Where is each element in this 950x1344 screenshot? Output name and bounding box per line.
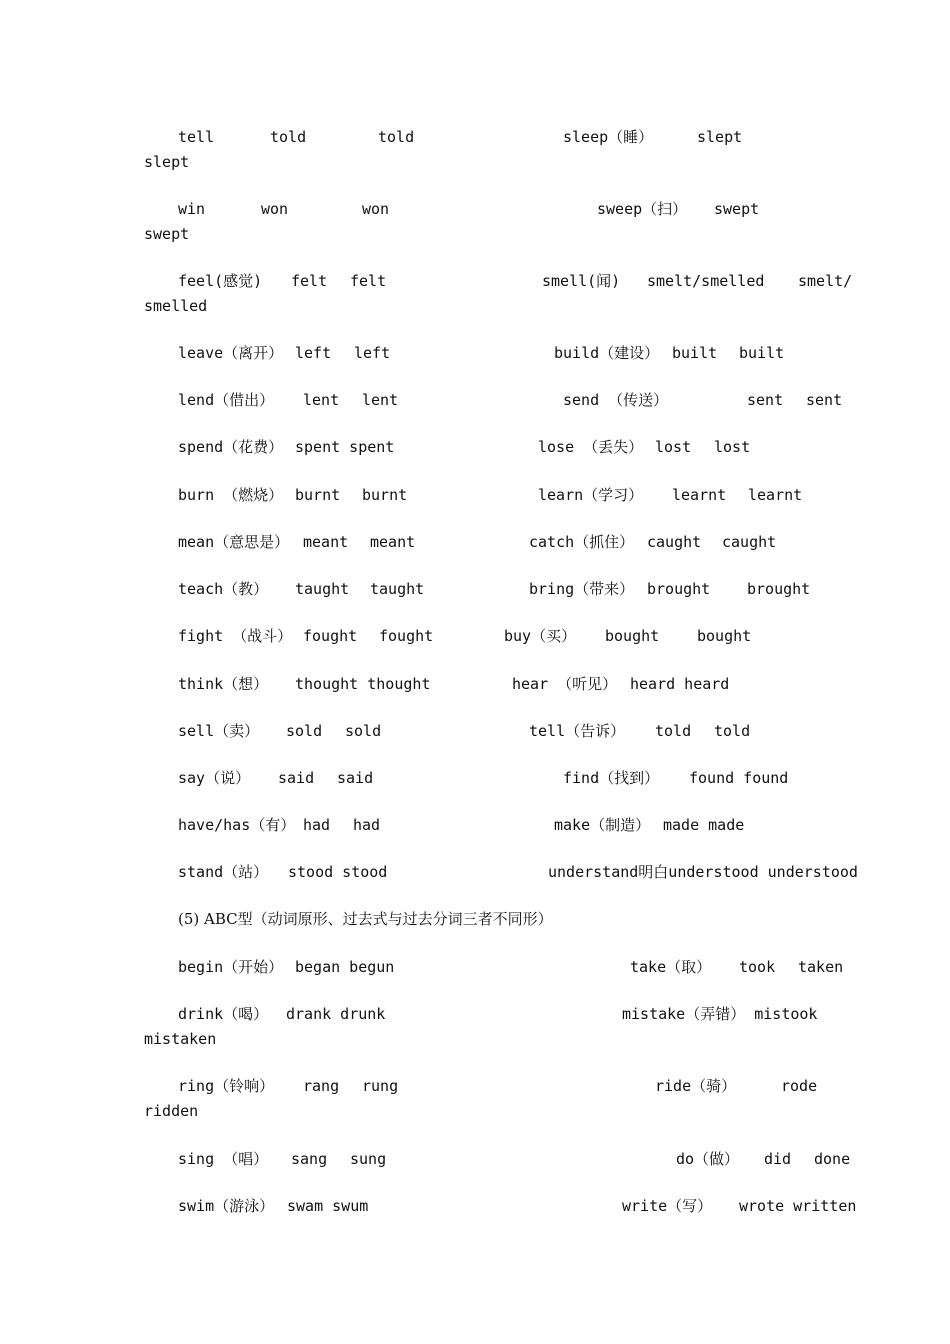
verb-participle: bought: [697, 627, 752, 645]
verb-base-past: mistake（弄错） mistook: [622, 1005, 818, 1023]
verb-base: sing （唱）: [178, 1150, 269, 1168]
verb-past: lent: [303, 391, 340, 409]
verb-past: sent: [747, 391, 784, 409]
verb-past: smelt/smelled: [647, 272, 765, 290]
verb-base: burn （燃烧）: [178, 486, 284, 504]
verb-participle: rung: [362, 1077, 399, 1095]
verb-past-participle: wrote written: [739, 1197, 857, 1215]
verb-base: write（写）: [622, 1197, 713, 1215]
verb-past: swept: [714, 200, 760, 218]
verb-participle: caught: [722, 533, 777, 551]
verb-participle: told: [714, 722, 751, 740]
verb-base: say（说）: [178, 769, 251, 787]
verb-participle: slept: [144, 153, 190, 171]
verb-base: lose （丢失）: [538, 438, 644, 456]
verb-base: sleep（睡）: [563, 128, 654, 146]
verb-past-participle: heard heard: [630, 675, 730, 693]
verb-participle: meant: [370, 533, 416, 551]
verb-participle: had: [353, 816, 381, 834]
section-heading: (5) ABC型（动词原形、过去式与过去分词三者不同形）: [178, 910, 553, 928]
verb-base: send （传送）: [563, 391, 669, 409]
verb-base: stand（站）: [178, 863, 269, 881]
verb-base: buy（买）: [504, 627, 577, 645]
verb-base: tell: [178, 128, 215, 146]
verb-base: win: [178, 200, 206, 218]
verb-past-participle: drank drunk: [286, 1005, 386, 1023]
verb-past: fought: [303, 627, 358, 645]
verb-participle: sung: [350, 1150, 387, 1168]
verb-base: teach（教）: [178, 580, 269, 598]
verb-base: begin（开始）: [178, 958, 284, 976]
verb-participle: taken: [798, 958, 844, 976]
verb-participle: learnt: [748, 486, 803, 504]
verb-past-participle: thought thought: [295, 675, 431, 693]
verb-past: brought: [647, 580, 711, 598]
verb-past: rode: [781, 1077, 818, 1095]
verb-past: sold: [286, 722, 323, 740]
verb-past-participle: spent spent: [295, 438, 395, 456]
verb-base: build（建设）: [554, 344, 660, 362]
verb-past: won: [261, 200, 289, 218]
verb-base: tell（告诉）: [529, 722, 626, 740]
verb-base: smell(闻): [542, 272, 621, 290]
verb-base: mean（意思是）: [178, 533, 290, 551]
verb-base: sell（卖）: [178, 722, 260, 740]
verb-base: learn（学习）: [538, 486, 644, 504]
verb-base: feel(感觉): [178, 272, 263, 290]
verb-base: ring（铃响）: [178, 1077, 275, 1095]
verb-participle: won: [362, 200, 390, 218]
verb-base: drink（喝）: [178, 1005, 269, 1023]
verb-past: felt: [291, 272, 328, 290]
verb-past: meant: [303, 533, 349, 551]
verb-participle: sold: [345, 722, 382, 740]
verb-past: rang: [303, 1077, 340, 1095]
verb-past: bought: [605, 627, 660, 645]
verb-base: spend（花费）: [178, 438, 284, 456]
verb-participle: said: [337, 769, 374, 787]
verb-base: do（做）: [676, 1150, 740, 1168]
verb-base: ride（骑）: [655, 1077, 737, 1095]
verb-base: fight （战斗）: [178, 627, 293, 645]
verb-past: lost: [655, 438, 692, 456]
verb-past: learnt: [672, 486, 727, 504]
verb-participle: smelt/: [798, 272, 853, 290]
verb-past-participle: began begun: [295, 958, 395, 976]
verb-participle-cont: smelled: [144, 297, 208, 315]
verb-past: slept: [697, 128, 743, 146]
verb-past: did: [764, 1150, 792, 1168]
verb-participle: taught: [370, 580, 425, 598]
verb-past: told: [270, 128, 307, 146]
verb-past: built: [672, 344, 718, 362]
verb-participle: swept: [144, 225, 190, 243]
verb-base: have/has（有）: [178, 816, 296, 834]
verb-participle: built: [739, 344, 785, 362]
verb-base: sweep（扫）: [597, 200, 688, 218]
verb-forms: understand明白understood understood: [548, 863, 858, 881]
verb-past: sang: [291, 1150, 328, 1168]
verb-past-participle: swam swum: [287, 1197, 369, 1215]
verb-participle: left: [354, 344, 391, 362]
verb-participle: lent: [362, 391, 399, 409]
verb-participle: fought: [379, 627, 434, 645]
verb-past: left: [295, 344, 332, 362]
verb-past-participle: made made: [663, 816, 745, 834]
verb-base: think（想）: [178, 675, 269, 693]
verb-base: take（取）: [630, 958, 712, 976]
verb-participle: lost: [714, 438, 751, 456]
verb-base: find（找到）: [563, 769, 660, 787]
verb-participle: brought: [747, 580, 811, 598]
verb-past: caught: [647, 533, 702, 551]
verb-past: told: [655, 722, 692, 740]
verb-participle: burnt: [362, 486, 408, 504]
verb-base: make（制造）: [554, 816, 651, 834]
verb-past: said: [278, 769, 315, 787]
verb-base: swim（游泳）: [178, 1197, 275, 1215]
verb-base: catch（抓住）: [529, 533, 635, 551]
verb-past-participle: stood stood: [288, 863, 388, 881]
verb-past: taught: [295, 580, 350, 598]
verb-participle: done: [814, 1150, 851, 1168]
verb-participle: ridden: [144, 1102, 199, 1120]
verb-base: leave（离开）: [178, 344, 284, 362]
verb-participle: mistaken: [144, 1030, 217, 1048]
verb-participle: felt: [350, 272, 387, 290]
verb-participle: told: [378, 128, 415, 146]
verb-past: burnt: [295, 486, 341, 504]
verb-base: hear （听见）: [512, 675, 618, 693]
verb-past: had: [303, 816, 331, 834]
verb-past-participle: found found: [689, 769, 789, 787]
verb-participle: sent: [806, 391, 843, 409]
verb-base: bring（带来）: [529, 580, 635, 598]
verb-past: took: [739, 958, 776, 976]
verb-base: lend（借出）: [178, 391, 275, 409]
